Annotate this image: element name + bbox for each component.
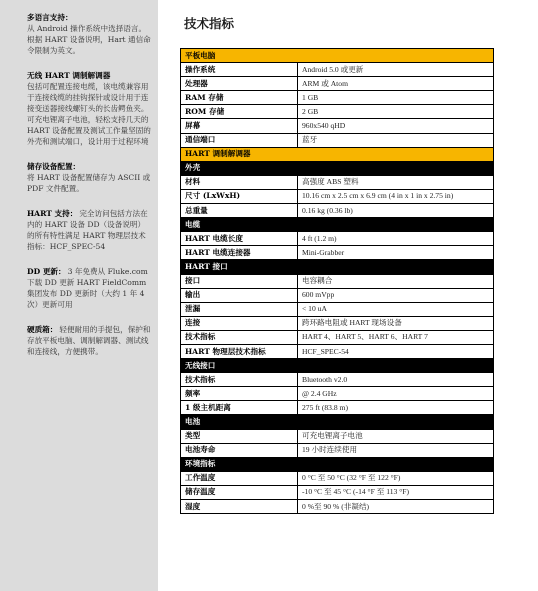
spec-section-title: 环境指标 — [181, 457, 494, 471]
spec-label: 湿度 — [181, 500, 298, 514]
sidebar — [0, 0, 158, 591]
spec-row — [181, 77, 494, 91]
sidebar-block-text: 3 年免费从 Fluke.com 下载 DD 更新 HART FieldComm 集团发布 DD 更新时（大约 1 年 4 次）更新可用 — [27, 267, 148, 309]
spec-value: 高强度 ABS 塑料 — [298, 175, 494, 189]
spec-row — [181, 387, 494, 401]
sidebar-block-text: 完全访问包括方法在内的 HART 设备 DD（设备说明）的所有特性满足 HART 物理层技术指标：HCF_SPEC-54 — [27, 209, 148, 251]
spec-section-header — [181, 457, 494, 471]
spec-section-header — [181, 415, 494, 429]
spec-value: -10 °C 至 45 °C (-14 °F 至 113 °F) — [298, 485, 494, 499]
spec-row — [181, 471, 494, 485]
spec-section-title: HART 调制解调器 — [181, 147, 494, 161]
spec-value: HART 4、HART 5、HART 6、HART 7 — [298, 330, 494, 344]
main-content — [180, 10, 494, 514]
spec-section-header — [181, 49, 494, 63]
sidebar-block — [27, 266, 152, 310]
spec-label: 技术指标 — [181, 373, 298, 387]
spec-value: 600 mVpp — [298, 288, 494, 302]
spec-row — [181, 63, 494, 77]
spec-label: HART 物理层技术指标 — [181, 344, 298, 358]
spec-label: 处理器 — [181, 77, 298, 91]
spec-label: ROM 存储 — [181, 105, 298, 119]
spec-label: 泄漏 — [181, 302, 298, 316]
spec-value: 1 GB — [298, 91, 494, 105]
spec-value: Android 5.0 或更新 — [298, 63, 494, 77]
spec-row — [181, 429, 494, 443]
sidebar-block-title: 多语言支持： — [27, 13, 73, 22]
spec-row — [181, 443, 494, 457]
sidebar-block-title: 硬质箱： — [27, 325, 58, 334]
spec-label: 连接 — [181, 316, 298, 330]
spec-row — [181, 91, 494, 105]
spec-label: 电池寿命 — [181, 443, 298, 457]
spec-row — [181, 133, 494, 147]
spec-label: 操作系统 — [181, 63, 298, 77]
spec-section-header — [181, 359, 494, 373]
spec-row — [181, 316, 494, 330]
spec-label: 储存温度 — [181, 485, 298, 499]
spec-row — [181, 500, 494, 514]
spec-label: 总重量 — [181, 204, 298, 218]
spec-section-header — [181, 218, 494, 232]
spec-label: 通信端口 — [181, 133, 298, 147]
spec-label: HART 电缆长度 — [181, 232, 298, 246]
spec-row — [181, 246, 494, 260]
spec-value: 0.16 kg (0.36 lb) — [298, 204, 494, 218]
spec-value: 跨环路电阻或 HART 现场设备 — [298, 316, 494, 330]
spec-label: 尺寸 (LxWxH) — [181, 189, 298, 203]
spec-value: 可充电锂离子电池 — [298, 429, 494, 443]
spec-value: 4 ft (1.2 m) — [298, 232, 494, 246]
sidebar-block-title: 储存设备配置： — [27, 162, 81, 171]
spec-table — [180, 48, 494, 514]
spec-row — [181, 119, 494, 133]
spec-label: 屏幕 — [181, 119, 298, 133]
spec-row — [181, 175, 494, 189]
spec-label: 频率 — [181, 387, 298, 401]
sidebar-block-text: 将 HART 设备配置储存为 ASCII 或 PDF 文件配置。 — [27, 173, 151, 193]
spec-value: < 10 uA — [298, 302, 494, 316]
spec-section-header — [181, 147, 494, 161]
sidebar-block — [27, 161, 152, 194]
spec-value: @ 2.4 GHz — [298, 387, 494, 401]
spec-section-title: 无线接口 — [181, 359, 494, 373]
sidebar-block — [27, 12, 152, 56]
spec-value: 275 ft (83.8 m) — [298, 401, 494, 415]
spec-label: HART 电缆连接器 — [181, 246, 298, 260]
spec-value: ARM 或 Atom — [298, 77, 494, 91]
sidebar-block-title: DD 更新： — [27, 267, 66, 276]
spec-label: 接口 — [181, 274, 298, 288]
spec-value: 960x540 qHD — [298, 119, 494, 133]
sidebar-block — [27, 324, 152, 357]
sidebar-block-title: 无线 HART 调制解调器 — [27, 71, 111, 80]
spec-label: 工作温度 — [181, 471, 298, 485]
spec-label: 输出 — [181, 288, 298, 302]
spec-row — [181, 105, 494, 119]
spec-row — [181, 189, 494, 203]
sidebar-block — [27, 70, 152, 147]
spec-section-title: HART 接口 — [181, 260, 494, 274]
sidebar-block-title: HART 支持： — [27, 209, 78, 218]
spec-label: 材料 — [181, 175, 298, 189]
spec-value: 蓝牙 — [298, 133, 494, 147]
sidebar-block — [27, 208, 152, 252]
spec-value: HCF_SPEC-54 — [298, 344, 494, 358]
spec-row — [181, 302, 494, 316]
spec-label: 1 级主机距离 — [181, 401, 298, 415]
spec-label: RAM 存储 — [181, 91, 298, 105]
spec-section-header — [181, 161, 494, 175]
spec-value: Mini-Grabber — [298, 246, 494, 260]
sidebar-block-text: 包括可配置连接电缆，该电缆兼容用于连接线缆的挂钩探针或设计用于连接变送器接线螺钉头的长齿鳄鱼夹。可充电锂离子电池，轻松支持几天的 HART 设备配置及测试工作量坚固的外壳和测试端口，设计用于过程环境 — [27, 82, 151, 146]
spec-value: 0 °C 至 50 °C (32 °F 至 122 °F) — [298, 471, 494, 485]
spec-section-header — [181, 260, 494, 274]
spec-row — [181, 204, 494, 218]
spec-value: 10.16 cm x 2.5 cm x 6.9 cm (4 in x 1 in x 2.75 in) — [298, 189, 494, 203]
spec-section-title: 电缆 — [181, 218, 494, 232]
spec-row — [181, 232, 494, 246]
spec-row — [181, 288, 494, 302]
spec-row — [181, 274, 494, 288]
spec-section-title: 电池 — [181, 415, 494, 429]
page-title: 技术指标 — [184, 17, 235, 31]
spec-value: Bluetooth v2.0 — [298, 373, 494, 387]
spec-section-title: 平板电脑 — [181, 49, 494, 63]
spec-value: 19 小时连续使用 — [298, 443, 494, 457]
spec-row — [181, 485, 494, 499]
sidebar-block-text: 轻便耐用的手提包，保护和存放平板电脑、调制解调器、测试线和连接线，方便携带。 — [27, 325, 151, 356]
spec-row — [181, 373, 494, 387]
spec-row — [181, 344, 494, 358]
spec-label: 类型 — [181, 429, 298, 443]
spec-value: 2 GB — [298, 105, 494, 119]
spec-row — [181, 330, 494, 344]
spec-value: 电容耦合 — [298, 274, 494, 288]
spec-section-title: 外壳 — [181, 161, 494, 175]
spec-label: 技术指标 — [181, 330, 298, 344]
sidebar-block-text: 从 Android 操作系统中选择语言。根据 HART 设备说明，Hart 通信命令限制为英文。 — [27, 24, 151, 55]
spec-row — [181, 401, 494, 415]
spec-value: 0 %至 90 % (非凝结) — [298, 500, 494, 514]
